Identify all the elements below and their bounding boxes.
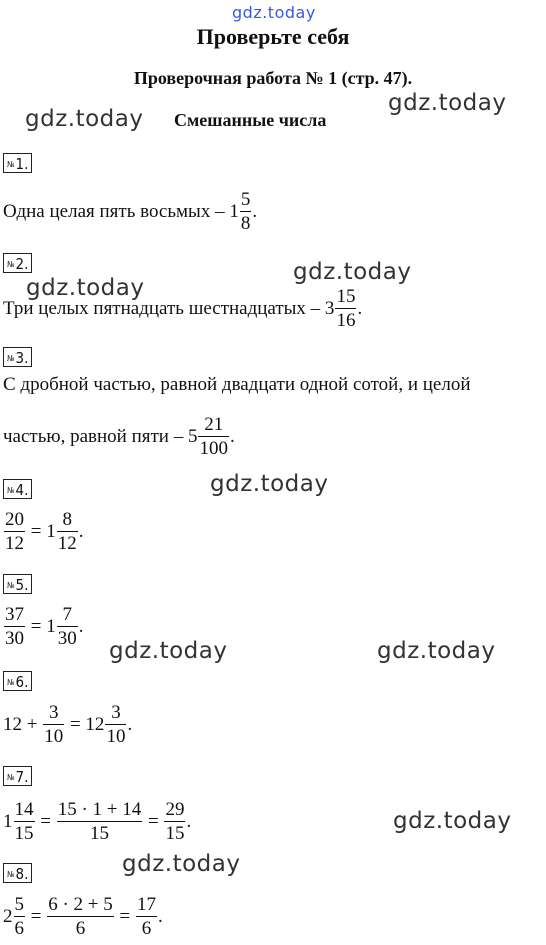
task-5-answer: $\frac{37}{30}$ = 1 $\frac{7}{30}$ .: [5, 604, 84, 649]
section-title: Смешанные числа: [174, 110, 327, 130]
watermark: gdz.today: [232, 3, 316, 22]
task-number-8: №8.: [3, 863, 32, 883]
page-title: Проверьте себя: [196, 24, 350, 49]
task-number-5: №5.: [3, 574, 32, 594]
task-7-answer: 1 $\frac{14}{15}$ = $\frac{15 \cdot 1 + 14}{15}$ = $\frac{29}{15}$ .: [3, 799, 192, 844]
watermark: gdz.today: [109, 638, 228, 664]
watermark: gdz.today: [210, 471, 329, 497]
task-4-answer: $\frac{20}{12}$ = 1 $\frac{8}{12}$ .: [5, 509, 84, 554]
task-number-2: №2.: [3, 253, 32, 273]
task-number-3: №3.: [3, 347, 32, 367]
task-number-6: №6.: [3, 671, 32, 691]
task-number-7: №7.: [3, 766, 32, 786]
task-2-answer: Три целых пятнадцать шестнадцатых – 3 $\frac{15}{16}$ .: [3, 286, 363, 331]
watermark: gdz.today: [393, 808, 512, 834]
task-1-answer: Одна целая пять восьмых – 1 $\frac{5}{8}$ .: [3, 189, 258, 234]
task-8-answer: 2 $\frac{5}{6}$ = $\frac{6 \cdot 2 + 5}{6}$ = $\frac{17}{6}$ .: [3, 894, 163, 939]
watermark: gdz.today: [122, 851, 241, 877]
watermark: gdz.today: [25, 106, 144, 132]
task-6-answer: 12 + $\frac{3}{10}$ = 12 $\frac{3}{10}$ .: [3, 702, 133, 747]
task-number-1: №1.: [3, 153, 32, 173]
task-number-4: №4.: [3, 479, 32, 499]
task-3-answer: частью, равной пяти – 5 $\frac{21}{100}$ .: [3, 414, 235, 459]
page-subtitle: Проверочная работа № 1 (стр. 47).: [133, 68, 413, 88]
task-3-text: С дробной частью, равной двадцати одной сотой, и целой: [3, 374, 471, 395]
watermark: gdz.today: [26, 275, 145, 301]
watermark: gdz.today: [388, 90, 507, 116]
watermark: gdz.today: [293, 259, 412, 285]
watermark: gdz.today: [377, 638, 496, 664]
